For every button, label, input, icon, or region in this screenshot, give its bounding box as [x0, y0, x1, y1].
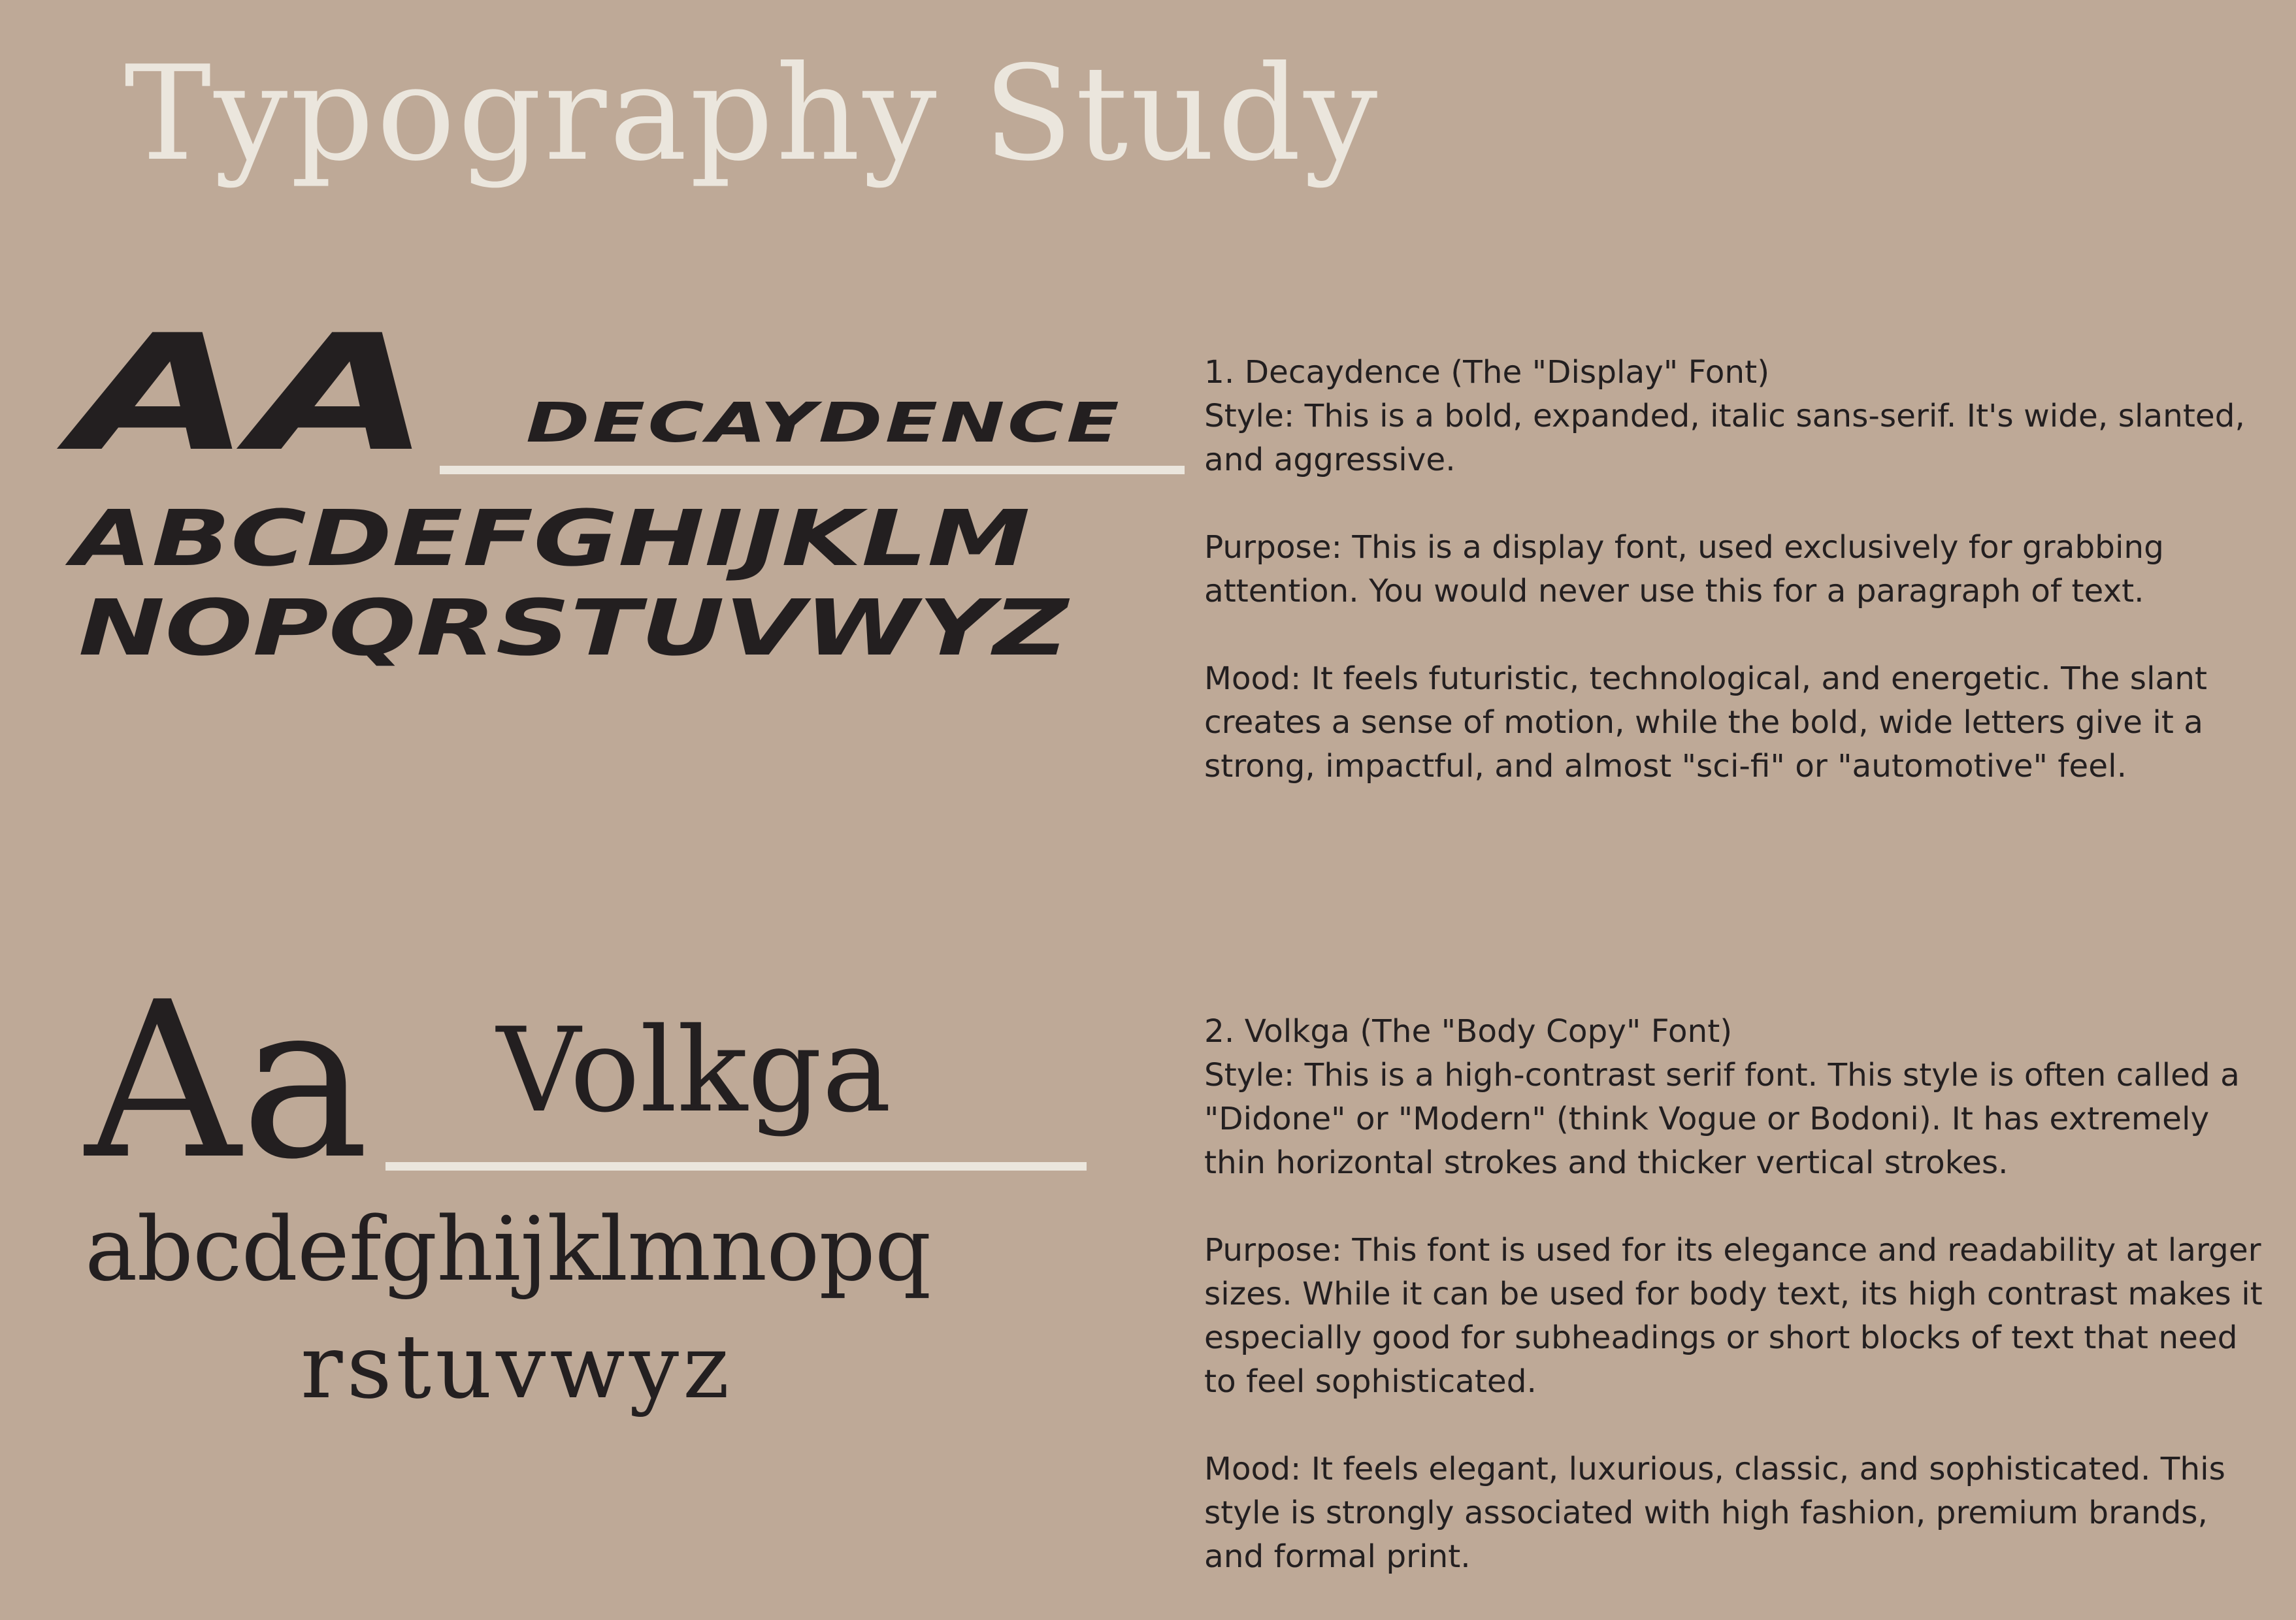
- decaydence-sample-pair: AA: [72, 300, 431, 487]
- volkga-style: Style: This is a high-contrast serif font. This style is often called a "Didone" or "Modern" (think Vogue or Bodoni). It has extremely thin horizontal strokes and thicker vertical strokes.: [1204, 1057, 2240, 1181]
- volkga-mood: Mood: It feels elegant, luxurious, classic, and sophisticated. This style is strongly associated with high fashion, premium brands, and formal print.: [1204, 1451, 2225, 1575]
- decaydence-alphabet-line-1: ABCDEFGHIJKLM: [72, 493, 1030, 583]
- decaydence-description: [1204, 351, 2276, 788]
- decaydence-font-name: DECAYDENCE: [526, 391, 1122, 455]
- volkga-alphabet-line-2: rstuvwyz: [301, 1316, 734, 1418]
- decaydence-underline: [440, 466, 1185, 474]
- decaydence-specimen: [72, 300, 1122, 705]
- page-title: Typography Study: [124, 38, 1381, 190]
- decaydence-mood: Mood: It feels futuristic, technological, and energetic. The slant creates a sense of motion, while the bold, wide letters give it a strong, impactful, and almost "sci-fi" or "automotive" feel.: [1204, 660, 2208, 785]
- volkga-purpose: Purpose: This font is used for its elegance and readability at larger sizes. While it can be used for body text, its high contrast makes it especially good for subheadings or short blocks of text that need to feel sophisticated.: [1204, 1232, 2263, 1400]
- decaydence-purpose: Purpose: This is a display font, used exclusively for grabbing attention. You would never use this for a paragraph of text.: [1204, 529, 2164, 609]
- volkga-specimen: [85, 956, 1065, 1431]
- decaydence-style: Style: This is a bold, expanded, italic sans-serif. It's wide, slanted, and aggressive.: [1204, 398, 2245, 478]
- volkga-sample-pair: Aa: [85, 956, 370, 1207]
- volkga-description: [1204, 1010, 2276, 1579]
- volkga-alphabet-line-1: abcdefghijklmnopq: [85, 1198, 931, 1301]
- volkga-font-name: Volkga: [497, 1003, 892, 1138]
- volkga-underline: [385, 1162, 1087, 1171]
- decaydence-alphabet-line-2: NOPQRSTUVWYZ: [78, 583, 1068, 673]
- volkga-heading: 2. Volkga (The "Body Copy" Font): [1204, 1013, 1733, 1050]
- decaydence-heading: 1. Decaydence (The "Display" Font): [1204, 354, 1770, 391]
